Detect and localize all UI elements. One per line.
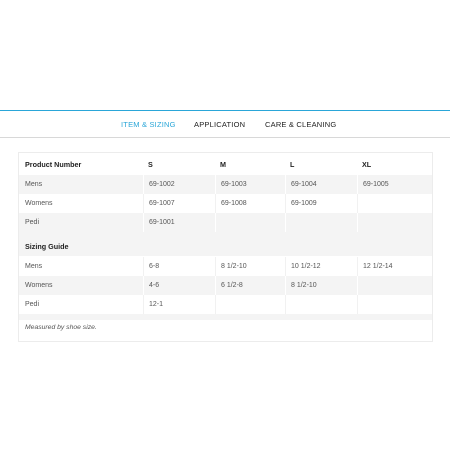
- table-cell: 8 1/2-10: [285, 276, 317, 295]
- row-label: Womens: [25, 200, 53, 207]
- table-cell: [357, 194, 363, 213]
- table-cell: 6 1/2-8: [215, 276, 243, 295]
- table-cell: 69-1004: [285, 175, 317, 194]
- row-label: Pedi: [25, 219, 40, 226]
- table-cell: 10 1/2-12: [285, 257, 321, 276]
- table-cell: [285, 295, 291, 314]
- table-cell: [357, 295, 363, 314]
- table-row: [19, 175, 432, 194]
- table-cell: 12 1/2-14: [357, 257, 393, 276]
- table-cell: [285, 213, 291, 232]
- table-cell: 69-1001: [143, 213, 175, 232]
- tab-application[interactable]: APPLICATION: [194, 120, 246, 129]
- table-cell: [215, 213, 221, 232]
- sizing-table: [18, 152, 433, 342]
- table-cell: 69-1005: [357, 175, 389, 194]
- column-header: Product Number: [25, 160, 82, 169]
- tab-item-sizing[interactable]: ITEM & SIZING: [121, 120, 176, 129]
- table-cell: 69-1003: [215, 175, 247, 194]
- row-label: Mens: [25, 181, 43, 188]
- tab-care-cleaning[interactable]: CARE & CLEANING: [265, 120, 337, 129]
- table-cell: 12-1: [143, 295, 163, 314]
- table-row: [19, 276, 432, 295]
- row-label: Pedi: [25, 301, 40, 308]
- table-row: [19, 194, 432, 213]
- table-cell: [215, 295, 221, 314]
- section-title: Sizing Guide: [25, 242, 69, 251]
- column-header: M: [220, 160, 226, 169]
- table-row: [19, 213, 432, 232]
- table-cell: 69-1008: [215, 194, 247, 213]
- table-separator: [19, 314, 432, 320]
- table-cell: [357, 276, 363, 295]
- footnote: Measured by shoe size.: [25, 324, 97, 331]
- table-cell: 4-6: [143, 276, 159, 295]
- table-cell: [357, 213, 363, 232]
- table-cell: 6-8: [143, 257, 159, 276]
- table-cell: 69-1002: [143, 175, 175, 194]
- table-cell: 69-1007: [143, 194, 175, 213]
- table-row: [19, 257, 432, 276]
- column-header: L: [290, 160, 295, 169]
- table-cell: 8 1/2-10: [215, 257, 247, 276]
- tab-bar: [0, 110, 450, 138]
- column-header: XL: [362, 160, 372, 169]
- table-row: [19, 295, 432, 314]
- column-header: S: [148, 160, 153, 169]
- row-label: Womens: [25, 282, 53, 289]
- section-header-row: [19, 237, 432, 256]
- table-header-row: [19, 155, 432, 174]
- table-cell: 69-1009: [285, 194, 317, 213]
- row-label: Mens: [25, 263, 43, 270]
